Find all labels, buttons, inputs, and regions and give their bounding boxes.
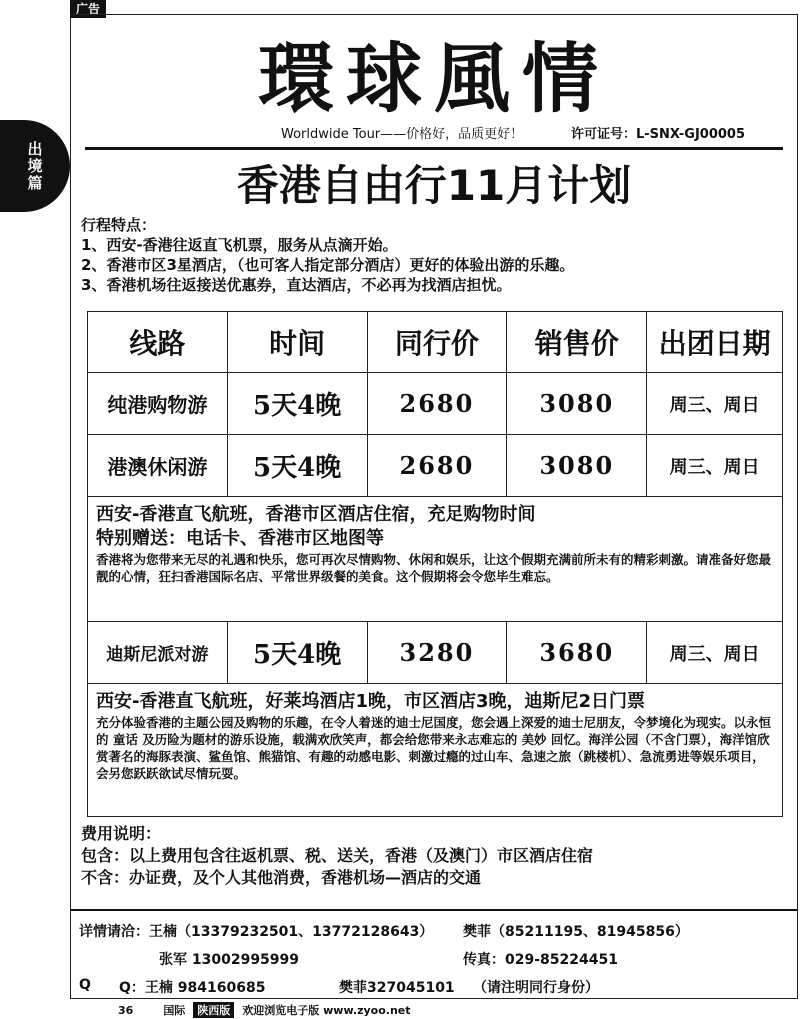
footer-section: 国际 bbox=[163, 1004, 186, 1017]
contact-fax: 传真：029-85224451 bbox=[463, 952, 618, 968]
side-tab-char: 境 bbox=[27, 156, 43, 175]
page-footer bbox=[118, 1002, 411, 1018]
divider bbox=[71, 909, 797, 911]
description-body: 充分体验香港的主题公园及购物的乐趣，在令人着迷的迪士尼国度，您会遇上深爱的迪士尼朋友，令梦境化为现实。以永恒的 童话 及历险为题材的游乐设施，载满欢欣笑声，都会给您带来永志难忘的 美妙 回忆。海洋公园（不含门票），海洋馆欣赏著名的海豚表演、鲨鱼馆、熊猫馆、有趣的动感电影、刺激过瘾的过山车、急速之旅（跳楼机）、急流勇进等娱乐项目，会另您跃跃欲试尽情玩耍。 bbox=[96, 715, 772, 781]
retail-price: 3080 bbox=[507, 435, 647, 497]
description-gift: 特别赠送：电话卡、香港市区地图等 bbox=[96, 528, 384, 549]
side-tab-char: 出 bbox=[27, 139, 43, 158]
fees-exclude: 不含：办证费，及个人其他消费，香港机场—酒店的交通 bbox=[81, 868, 482, 887]
header-time: 时间 bbox=[227, 312, 367, 373]
side-tab-char: 篇 bbox=[27, 173, 43, 192]
page-number: 36 bbox=[118, 1003, 134, 1017]
footer-edition: 陕西版 bbox=[193, 1002, 234, 1018]
table-row bbox=[88, 435, 783, 497]
route-time: 5天4晚 bbox=[227, 622, 367, 684]
license-number: 许可证号：L-SNX-GJ00005 bbox=[571, 127, 746, 142]
page-title: 香港自由行11月计划 bbox=[236, 161, 632, 210]
table-header-row bbox=[88, 312, 783, 373]
header-departure: 出团日期 bbox=[647, 312, 783, 373]
tagline: Worldwide Tour——价格好，品质更好！ bbox=[281, 127, 524, 142]
route-name: 港澳休闲游 bbox=[88, 435, 228, 497]
fees-include: 包含：以上费用包含往返机票、税、送关，香港（及澳门）市区酒店住宿 bbox=[81, 846, 594, 865]
contact-note: （请注明同行身份） bbox=[473, 980, 599, 996]
description-title: 西安-香港直飞航班，香港市区酒店住宿，充足购物时间 bbox=[96, 504, 536, 525]
contact-qq-label: Q bbox=[79, 977, 91, 993]
header-route: 线路 bbox=[88, 312, 228, 373]
feature-item: 2、香港市区3星酒店，（也可客人指定部分酒店）更好的体验出游的乐趣。 bbox=[81, 256, 575, 274]
route-name: 迪斯尼派对游 bbox=[88, 622, 228, 684]
contact-phone-3: 张军 13002995999 bbox=[159, 952, 300, 968]
table-row bbox=[88, 622, 783, 684]
table-row bbox=[88, 373, 783, 435]
route-description bbox=[88, 497, 783, 622]
feature-item: 1、西安-香港往返直飞机票，服务从点滴开始。 bbox=[81, 236, 398, 254]
header-retail-price: 销售价 bbox=[507, 312, 647, 373]
departure-days: 周三、周日 bbox=[647, 373, 783, 435]
divider bbox=[85, 147, 783, 150]
route-description-row bbox=[88, 684, 783, 817]
departure-days: 周三、周日 bbox=[647, 622, 783, 684]
footer-note: 欢迎浏览电子版 www.zyoo.net bbox=[242, 1004, 411, 1017]
route-description-row bbox=[88, 497, 783, 622]
brand-logo: 環球風情 bbox=[258, 34, 610, 123]
trade-price: 3280 bbox=[367, 622, 507, 684]
description-title: 西安-香港直飞航班，好莱坞酒店1晚，市区酒店3晚，迪斯尼2日门票 bbox=[96, 691, 646, 712]
description-body: 香港将为您带来无尽的礼遇和快乐，您可再次尽情购物、休闲和娱乐，让这个假期充满前所未有的精彩刺激。请准备好您最靓的心情，狂扫香港国际名店、平常世界级餐的美食。这个假期将会令您毕生难忘。 bbox=[96, 552, 772, 584]
contact-phone-2: 樊菲（85211195、81945856） bbox=[463, 924, 689, 940]
route-time: 5天4晚 bbox=[227, 435, 367, 497]
features-title: 行程特点： bbox=[81, 216, 157, 234]
fees-title: 费用说明： bbox=[81, 824, 162, 843]
ad-tag: 广告 bbox=[70, 0, 106, 18]
contact-qq-2: 樊菲327045101 bbox=[339, 980, 455, 996]
contact-qq-1: Q：王楠 984160685 bbox=[119, 980, 266, 996]
trade-price: 2680 bbox=[367, 435, 507, 497]
route-time: 5天4晚 bbox=[227, 373, 367, 435]
ad-frame bbox=[70, 14, 798, 999]
departure-days: 周三、周日 bbox=[647, 435, 783, 497]
retail-price: 3080 bbox=[507, 373, 647, 435]
routes-table bbox=[87, 311, 783, 817]
feature-item: 3、香港机场往返接送优惠券，直达酒店，不必再为找酒店担忧。 bbox=[81, 276, 512, 294]
features-list bbox=[81, 215, 574, 295]
fee-notes bbox=[81, 823, 593, 889]
trade-price: 2680 bbox=[367, 373, 507, 435]
route-name: 纯港购物游 bbox=[88, 373, 228, 435]
side-tab-outbound bbox=[0, 120, 70, 212]
header-trade-price: 同行价 bbox=[367, 312, 507, 373]
route-description bbox=[88, 684, 783, 817]
retail-price: 3680 bbox=[507, 622, 647, 684]
contact-phone-1: 详情请洽：王楠（13379232501、13772128643） bbox=[79, 924, 434, 940]
